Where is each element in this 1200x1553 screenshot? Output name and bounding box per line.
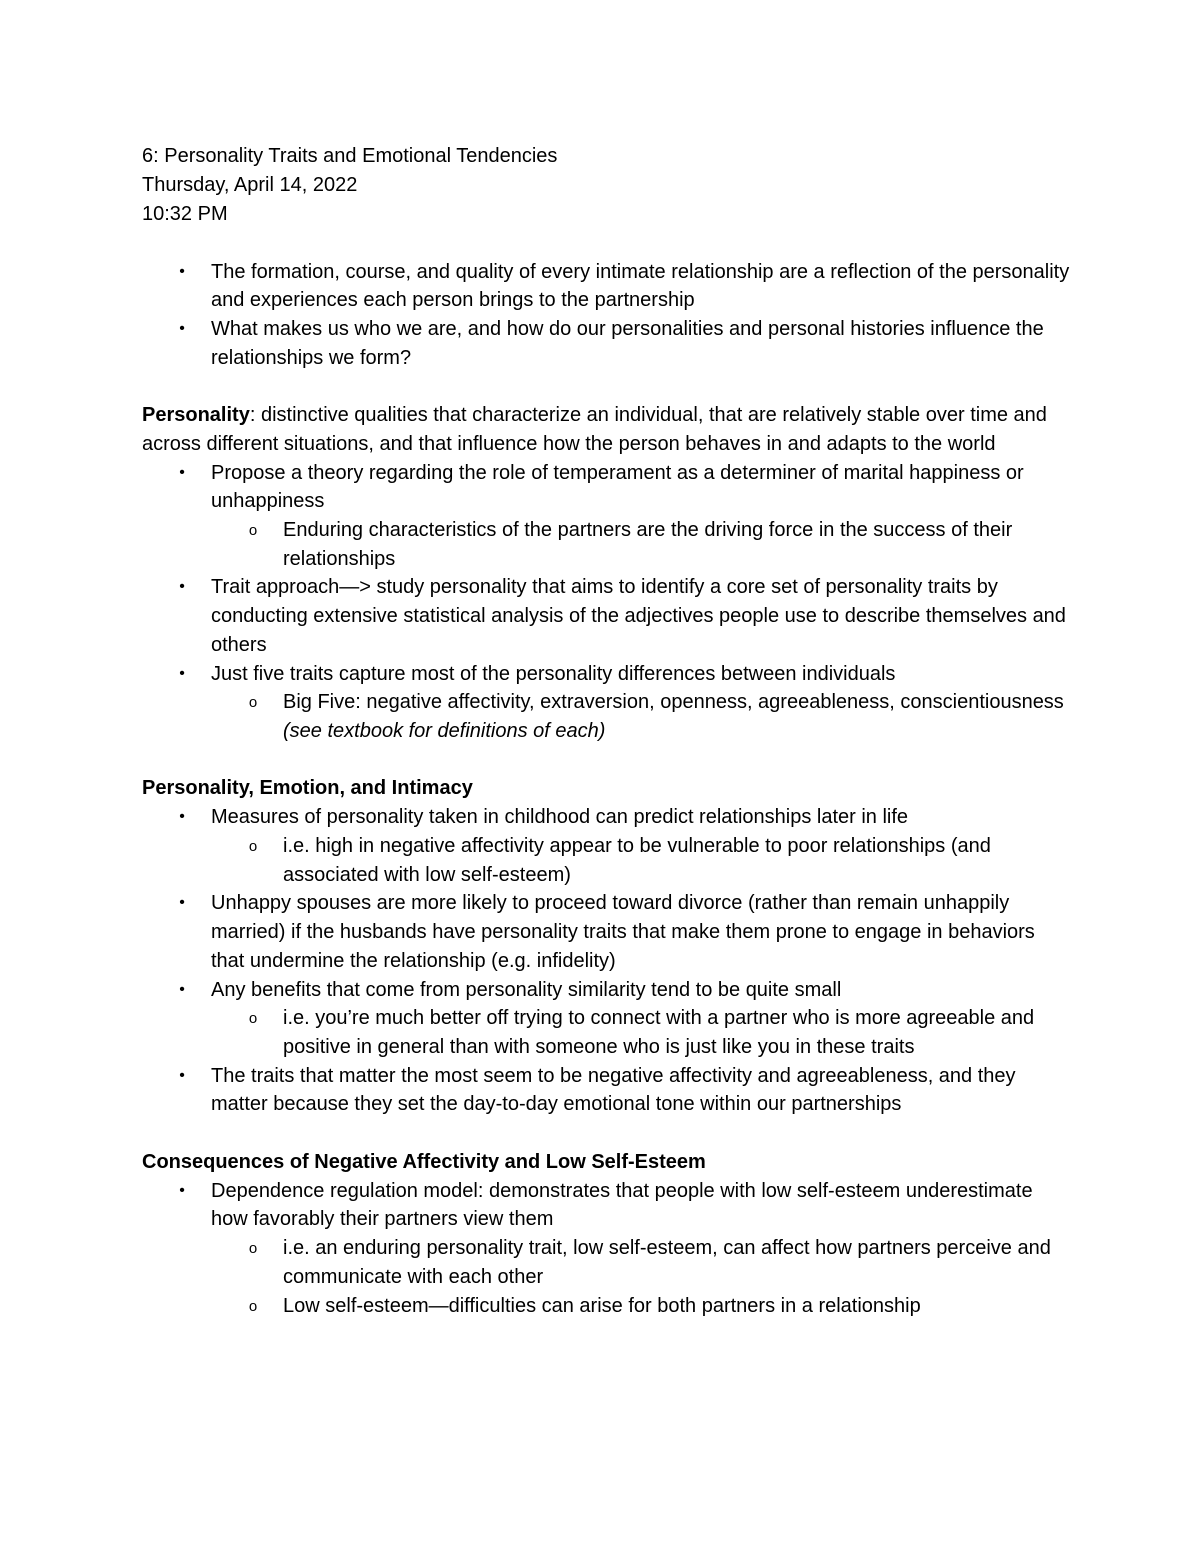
- bullet-text: The formation, course, and quality of every intimate relationship are a reflection of the personality and experiences each person brings to the partnership: [211, 260, 1070, 312]
- bullet-icon: •: [179, 894, 185, 912]
- list-item: [142, 1177, 1072, 1234]
- bullet-icon: •: [179, 578, 185, 596]
- personality-definition-text: : distinctive qualities that characterize an individual, that are relatively stable over time and across different situations, and that influence how the person behaves in and adapts to the world: [142, 404, 1047, 455]
- textbook-note: (see textbook for definitions of each): [283, 719, 606, 742]
- personality-sub-list: [142, 516, 1072, 573]
- note-title: 6: Personality Traits and Emotional Tendencies: [142, 145, 558, 167]
- circle-bullet-icon: o: [248, 838, 258, 856]
- spacer: [142, 373, 1072, 402]
- sub-bullet-text: Enduring characteristics of the partners are the driving force in the success of their relationships: [283, 519, 1013, 570]
- bullet-text: What makes us who we are, and how do our personalities and personal histories influence the relationships we form?: [211, 318, 1044, 369]
- bullet-icon: •: [179, 1066, 185, 1084]
- spacer: [142, 1119, 1072, 1148]
- list-item: [142, 1062, 1072, 1119]
- consequences-sub-list: [142, 1234, 1072, 1320]
- bullet-text: Just five traits capture most of the personality differences between individuals: [211, 662, 896, 685]
- list-item: [142, 258, 1072, 315]
- bullet-text: Measures of personality taken in childhood can predict relationships later in life: [211, 806, 909, 829]
- circle-bullet-icon: o: [248, 1297, 258, 1315]
- section-heading: Consequences of Negative Affectivity and Low Self-Esteem: [142, 1150, 706, 1173]
- emotion-bullet-list: [142, 803, 1072, 832]
- spacer: [142, 229, 1072, 258]
- big-five-text: Big Five: negative affectivity, extraversion, openness, agreeableness, conscientiousness: [283, 691, 1064, 714]
- emotion-bullet-list-3: [142, 1062, 1072, 1119]
- bullet-text: The traits that matter the most seem to be negative affectivity and agreeableness, and they matter because they set the day-to-day emotional tone within our partnerships: [211, 1064, 1016, 1116]
- sub-bullet-text: i.e. you’re much better off trying to connect with a partner who is more agreeable and positive in general than with someone who is just like you in these traits: [283, 1007, 1035, 1058]
- list-item: [142, 1292, 1072, 1321]
- circle-bullet-icon: o: [248, 522, 258, 539]
- emotion-sub-list-2: [142, 1004, 1072, 1061]
- personality-bullet-list: [142, 459, 1072, 516]
- list-item: [142, 660, 1072, 689]
- section-heading: Personality, Emotion, and Intimacy: [142, 777, 473, 800]
- bullet-text: Dependence regulation model: demonstrates that people with low self-esteem underestimate how favorably their partners view them: [211, 1179, 1033, 1231]
- bullet-icon: •: [179, 320, 185, 338]
- list-item: [142, 889, 1072, 975]
- bullet-icon: •: [179, 1181, 185, 1199]
- list-item: [142, 1004, 1072, 1061]
- sub-bullet-text: i.e. high in negative affectivity appear to be vulnerable to poor relationships (and associated with low self-esteem): [283, 835, 991, 886]
- sub-bullet-text: Low self-esteem—difficulties can arise for both partners in a relationship: [283, 1294, 921, 1317]
- spacer: [142, 746, 1072, 775]
- list-item: [142, 1234, 1072, 1291]
- bullet-text: Propose a theory regarding the role of temperament as a determiner of marital happiness or unhappiness: [211, 461, 1024, 513]
- bullet-icon: •: [179, 808, 185, 826]
- list-item: [142, 573, 1072, 659]
- list-item: [142, 832, 1072, 889]
- bullet-icon: •: [179, 262, 185, 280]
- bullet-icon: •: [179, 463, 185, 481]
- bullet-icon: •: [179, 664, 185, 682]
- circle-bullet-icon: o: [248, 694, 258, 712]
- bullet-icon: •: [179, 980, 185, 998]
- list-item: [142, 516, 1072, 573]
- sub-bullet-text: i.e. an enduring personality trait, low self-esteem, can affect how partners perceive and communicate with each other: [283, 1237, 1051, 1288]
- list-item: [142, 315, 1072, 372]
- bullet-text: Unhappy spouses are more likely to proceed toward divorce (rather than remain unhappily married) if the husbands have personality traits that make them prone to engage in behaviors that undermine the relationship (e.g. infidelity): [211, 892, 1035, 972]
- consequences-bullet-list: [142, 1177, 1072, 1234]
- list-item: [142, 803, 1072, 832]
- personality-sub-list-2: [142, 688, 1072, 745]
- emotion-bullet-list-2: [142, 889, 1072, 1004]
- intro-bullet-list: [142, 258, 1072, 373]
- list-item: [142, 688, 1072, 745]
- bullet-text: Any benefits that come from personality similarity tend to be quite small: [211, 978, 842, 1001]
- note-date: Thursday, April 14, 2022: [142, 174, 358, 196]
- personality-bullet-list-2: [142, 573, 1072, 688]
- emotion-sub-list: [142, 832, 1072, 889]
- personality-term: Personality: [142, 404, 250, 427]
- note-content: [142, 142, 1072, 1320]
- list-item: [142, 976, 1072, 1005]
- bullet-text: Trait approach—> study personality that aims to identify a core set of personality traits by conducting extensive statistical analysis of the adjectives people use to describe themselves and others: [211, 576, 1066, 656]
- list-item: [142, 459, 1072, 516]
- sub-bullet-text: [283, 688, 1072, 745]
- personality-definition: [142, 401, 1072, 458]
- circle-bullet-icon: o: [248, 1010, 258, 1028]
- note-time: 10:32 PM: [142, 203, 228, 225]
- circle-bullet-icon: o: [248, 1240, 258, 1258]
